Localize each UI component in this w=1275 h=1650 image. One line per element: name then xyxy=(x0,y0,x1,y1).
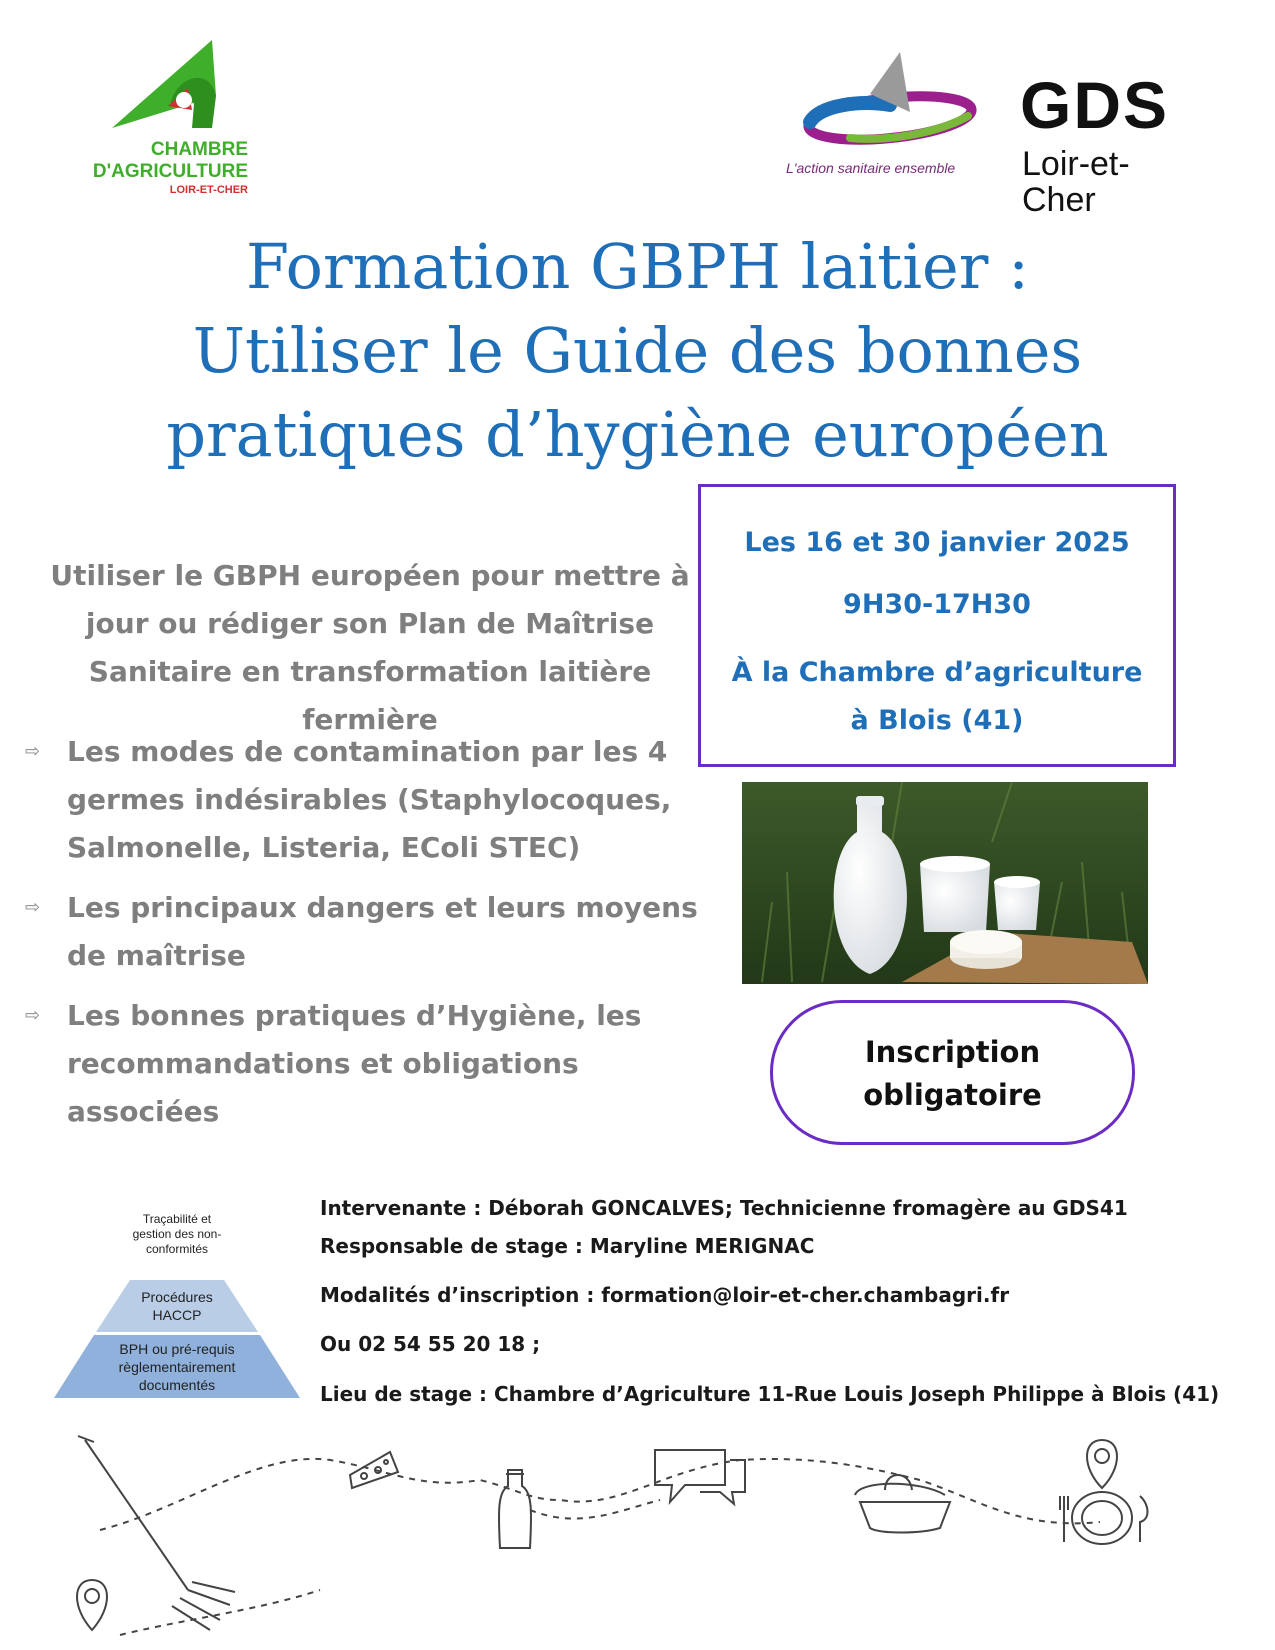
location-pin-icon xyxy=(1087,1440,1117,1488)
modalites-text: Modalités d’inscription : formation@loir-et-cher.chambagri.fr xyxy=(320,1283,1010,1307)
title-line1: Formation GBPH laitier : xyxy=(246,230,1029,303)
gds-name: GDS xyxy=(1020,68,1170,142)
basket-icon xyxy=(855,1475,950,1533)
plate-cutlery-icon xyxy=(1060,1492,1148,1544)
chambre-name-line2: D'AGRICULTURE xyxy=(92,161,248,182)
bullet-text: Les modes de contamination par les 4 germes indésirables (Staphylocoques, Salmonelle, Listeria, EColi STEC) xyxy=(67,735,672,864)
pyramid-bottom-label: BPH ou pré-requis règlementairement documentés xyxy=(118,1341,236,1393)
title-line3: pratiques d’hygiène européen xyxy=(166,398,1109,471)
location-pin-icon xyxy=(77,1580,107,1630)
gds-swoosh-icon xyxy=(790,50,980,160)
arrow-bullet-icon: ⇨ xyxy=(25,1005,41,1026)
session-place-line2: à Blois (41) xyxy=(850,705,1024,736)
gds-region: Loir-et-Cher xyxy=(1022,145,1130,219)
arrow-bullet-icon: ⇨ xyxy=(25,897,41,918)
gds-tagline: L'action sanitaire ensemble xyxy=(786,160,956,176)
bullet-item xyxy=(25,992,715,1136)
session-hours: 9H30-17H30 xyxy=(843,589,1031,620)
pyramid-top-label: Traçabilité et gestion des non-conformités xyxy=(132,1212,222,1256)
session-place-line1: À la Chambre d’agriculture xyxy=(731,657,1143,688)
session-dates: Les 16 et 30 janvier 2025 xyxy=(744,527,1130,558)
page-title xyxy=(60,225,1215,477)
bullet-item xyxy=(25,884,715,980)
chambre-agriculture-emblem-icon xyxy=(80,36,280,146)
session-place xyxy=(701,649,1173,745)
cheese-icon xyxy=(350,1452,398,1488)
title-line2: Utiliser le Guide des bonnes xyxy=(192,314,1083,387)
bullet-item xyxy=(25,728,715,872)
chambre-name-line3: LOIR-ET-CHER xyxy=(169,184,248,196)
gds-logo xyxy=(786,50,1200,219)
intervenante-text: Intervenante : Déborah GONCALVES; Technicienne fromagère au GDS41 xyxy=(320,1196,1128,1220)
bullet-text: Les principaux dangers et leurs moyens de maîtrise xyxy=(67,891,698,972)
lieu-text: Lieu de stage : Chambre d’Agriculture 11-Rue Louis Joseph Philippe à Blois (41) xyxy=(320,1382,1220,1406)
chambre-name-line1: CHAMBRE xyxy=(150,139,248,160)
responsable-text: Responsable de stage : Maryline MERIGNAC xyxy=(320,1234,815,1258)
pitchfork-icon xyxy=(78,1436,235,1630)
inscription-obligatoire-badge xyxy=(770,1000,1135,1145)
arrow-bullet-icon: ⇨ xyxy=(25,741,41,762)
bottom-illustration xyxy=(60,1430,1220,1645)
pyramid-middle-label: Procédures HACCP xyxy=(141,1289,213,1323)
inscription-line2: obligatoire xyxy=(863,1078,1042,1112)
phone-text: Ou 02 54 55 20 18 ; xyxy=(320,1332,541,1356)
chambre-agriculture-logo xyxy=(80,36,280,206)
bullet-text: Les bonnes pratiques d’Hygiène, les recommandations et obligations associées xyxy=(67,999,642,1128)
dairy-products-photo xyxy=(742,782,1148,984)
haccp-pyramid-diagram xyxy=(52,1208,302,1403)
milk-bottle-icon xyxy=(499,1470,531,1548)
intro-text: Utiliser le GBPH européen pour mettre à jour ou rédiger son Plan de Maîtrise Sanitaire en transformation laitière fermière xyxy=(50,559,690,736)
session-info-box xyxy=(698,484,1176,767)
inscription-line1: Inscription xyxy=(864,1035,1041,1069)
